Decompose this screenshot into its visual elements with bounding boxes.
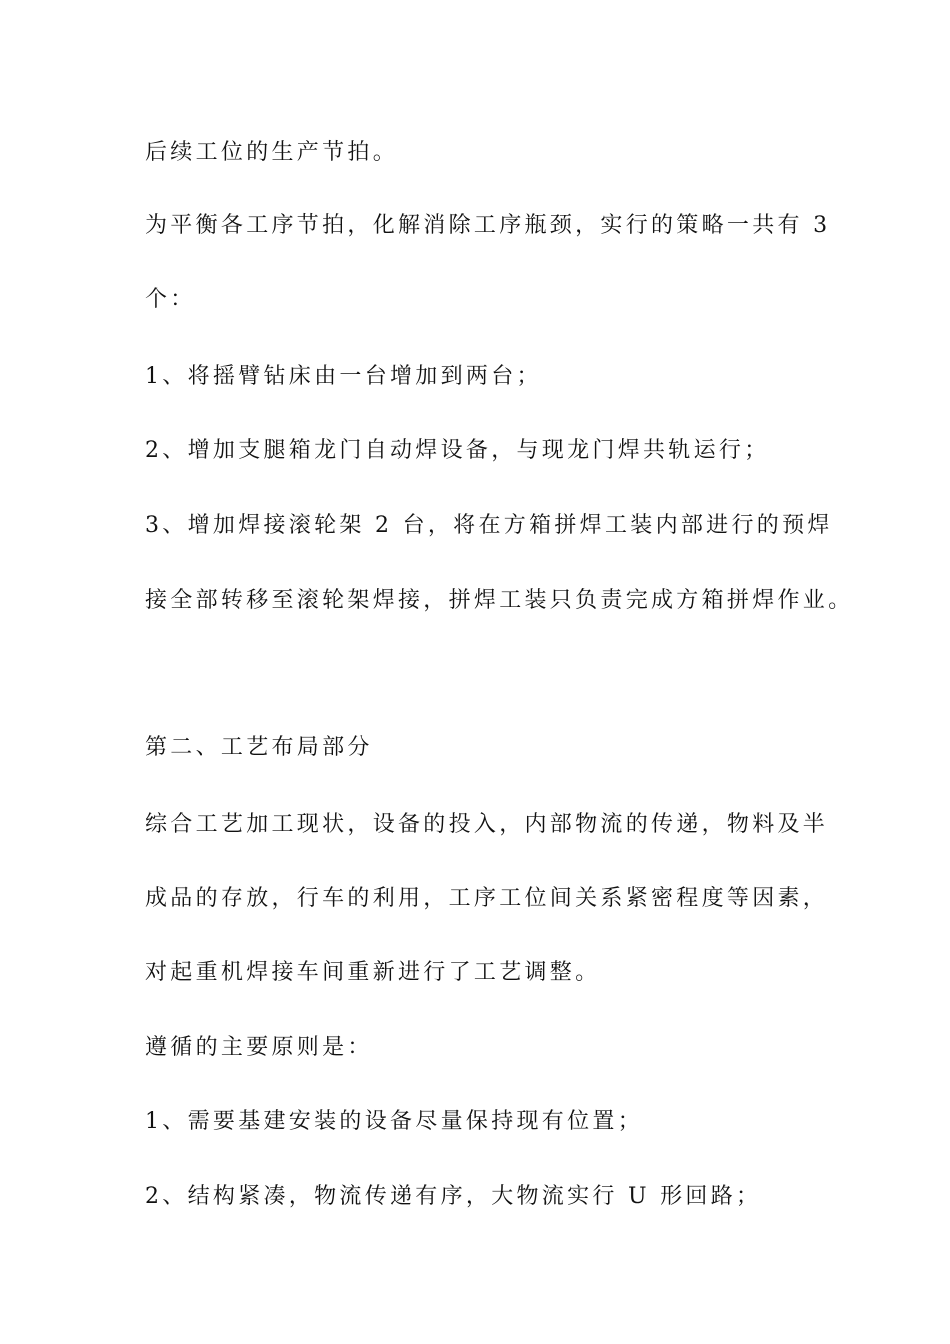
text-line: 接全部转移至滚轮架焊接，拼焊工装只负责完成方箱拼焊作业。 <box>145 588 854 613</box>
text-line: 1、将摇臂钻床由一台增加到两台； <box>145 364 542 389</box>
text-line: 3、增加焊接滚轮架 2 台，将在方箱拼焊工装内部进行的预焊 <box>145 513 833 538</box>
text-line: 为平衡各工序节拍，化解消除工序瓶颈，实行的策略一共有 3 <box>145 213 831 238</box>
section-heading: 第二、工艺布局部分 <box>145 735 373 760</box>
text-line: 2、增加支腿箱龙门自动焊设备，与现龙门焊共轨运行； <box>145 438 770 463</box>
text-line: 1、需要基建安装的设备尽量保持现有位置； <box>145 1109 643 1134</box>
text-line: 对起重机焊接车间重新进行了工艺调整。 <box>145 960 601 985</box>
text-line: 2、结构紧凑，物流传递有序，大物流实行 U 形回路； <box>145 1184 762 1209</box>
text-line: 综合工艺加工现状，设备的投入，内部物流的传递，物料及半 <box>145 812 829 837</box>
text-line: 成品的存放，行车的利用，工序工位间关系紧密程度等因素， <box>145 886 829 911</box>
text-line: 个： <box>145 287 196 312</box>
text-line: 遵循的主要原则是： <box>145 1035 373 1060</box>
text-line: 后续工位的生产节拍。 <box>145 140 399 165</box>
